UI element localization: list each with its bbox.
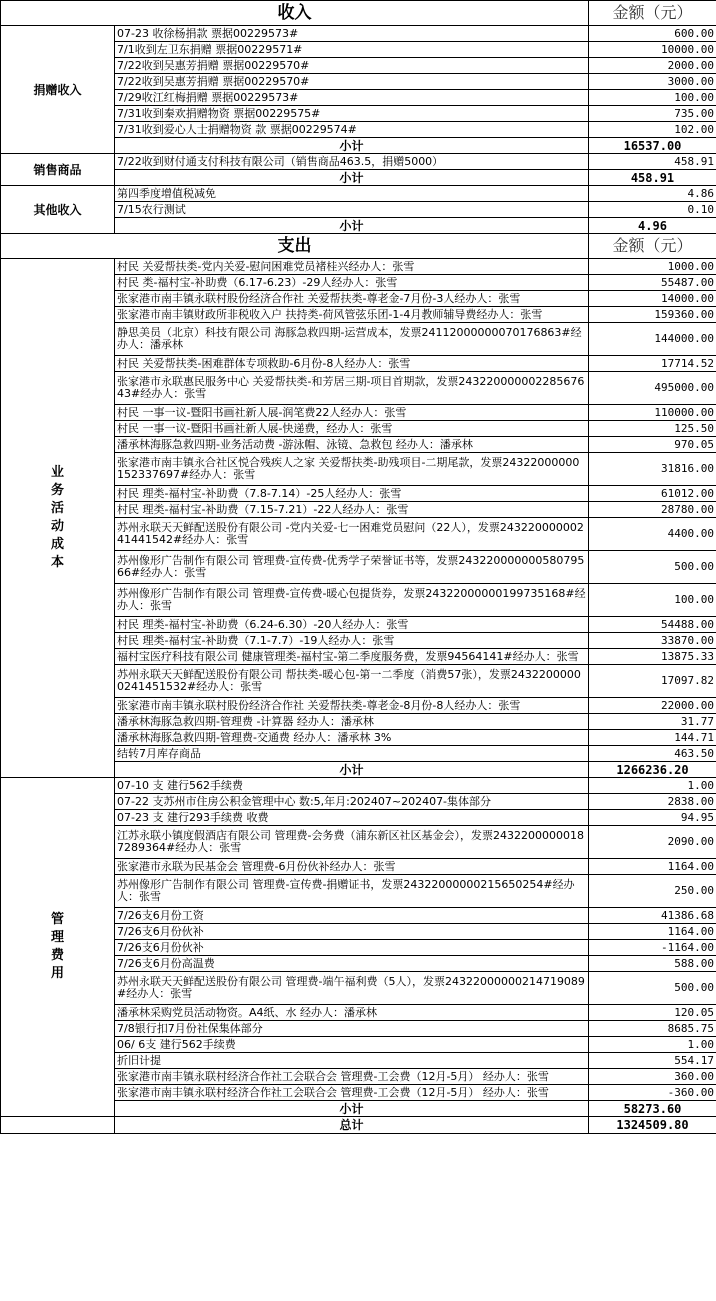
ledger-row [1, 186, 716, 202]
entry-description: 06/ 6支 建行562手续费 [115, 1037, 589, 1053]
entry-amount: 2000.00 [589, 58, 716, 74]
entry-description: 7/1收到左卫东捐赠 票据00229571# [115, 42, 589, 58]
entry-amount: 1.00 [589, 778, 716, 794]
entry-description: 村民 一事一议-暨阳书画社新人展-快递费，经办人：张雪 [115, 421, 589, 437]
entry-amount: 1000.00 [589, 259, 716, 275]
entry-description: 村民 类-福村宝-补助费（6.17-6.23）-29人经办人：张雪 [115, 275, 589, 291]
entry-description: 7/22收到吴惠芳捐赠 票据00229570# [115, 58, 589, 74]
subtotal-label: 小计 [115, 138, 589, 154]
entry-description: 7/31收到爱心人士捐赠物资 款 票据00229574# [115, 122, 589, 138]
entry-description: 张家港市南丰镇永联村股份经济合作社 关爱帮扶类-尊老金-8月份-8人经办人：张雪 [115, 698, 589, 714]
total-label: 总计 [115, 1117, 589, 1134]
entry-description: 第四季度增值税减免 [115, 186, 589, 202]
entry-amount: 14000.00 [589, 291, 716, 307]
category-text: 销售商品 [33, 162, 82, 177]
entry-amount: 4400.00 [589, 518, 716, 551]
total-row [1, 1117, 716, 1134]
entry-description: 福村宝医疗科技有限公司 健康管理类-福村宝-第二季度服务费，发票94564141#经办人：张雪 [115, 649, 589, 665]
amount-header: 金额（元） [589, 234, 716, 259]
entry-amount: 144000.00 [589, 323, 716, 356]
entry-amount: 94.95 [589, 810, 716, 826]
entry-description: 张家港市南丰镇永联村经济合作社工会联合会 管理费-工会费（12月-5月） 经办人：张雪 [115, 1085, 589, 1101]
entry-amount: 250.00 [589, 875, 716, 908]
entry-description: 村民 关爱帮扶类-党内关爱-慰问困难党员褚桂兴经办人：张雪 [115, 259, 589, 275]
entry-description: 苏州永联天天鲜配送股份有限公司 管理费-端午福利费（5人），发票24322000000214719089#经办人：张雪 [115, 972, 589, 1005]
entry-amount: 144.71 [589, 730, 716, 746]
entry-description: 7/22收到吴惠芳捐赠 票据00229570# [115, 74, 589, 90]
entry-description: 村民 理类-福村宝-补助费（7.1-7.7）-19人经办人：张雪 [115, 633, 589, 649]
subtotal-label: 小计 [115, 218, 589, 234]
entry-description: 07-10 支 建行562手续费 [115, 778, 589, 794]
entry-description: 潘承林采购党员活动物资。A4纸、水 经办人：潘承林 [115, 1005, 589, 1021]
entry-amount: 125.50 [589, 421, 716, 437]
entry-amount: 33870.00 [589, 633, 716, 649]
subtotal-label: 小计 [115, 762, 589, 778]
category-text: 业务活动成本 [50, 465, 64, 570]
entry-amount: 2838.00 [589, 794, 716, 810]
entry-amount: 3000.00 [589, 74, 716, 90]
entry-description: 张家港市南丰镇永联村股份经济合作社 关爱帮扶类-尊老金-7月份-3人经办人：张雪 [115, 291, 589, 307]
entry-description: 7/8银行扣7月份社保集体部分 [115, 1021, 589, 1037]
entry-description: 7/22收到财付通支付科技有限公司（销售商品463.5，捐赠5000） [115, 154, 589, 170]
entry-description: 苏州像形广告制作有限公司 管理费-宣传费-优秀学子荣誉证书等，发票24322000000058079566#经办人：张雪 [115, 551, 589, 584]
subtotal-amount: 58273.60 [589, 1101, 716, 1117]
entry-description: 张家港市南丰镇永联村经济合作社工会联合会 管理费-工会费（12月-5月） 经办人：张雪 [115, 1069, 589, 1085]
category-label [1, 154, 115, 186]
entry-description: 07-23 支 建行293手续费 收费 [115, 810, 589, 826]
category-text: 管理费用 [50, 912, 64, 981]
income-title: 收入 [1, 1, 589, 26]
entry-amount: 31816.00 [589, 453, 716, 486]
entry-description: 潘承林海豚急救四期-管理费 -计算器 经办人：潘承林 [115, 714, 589, 730]
entry-amount: 17714.52 [589, 356, 716, 372]
entry-amount: 31.77 [589, 714, 716, 730]
entry-description: 村民 理类-福村宝-补助费（6.24-6.30）-20人经办人：张雪 [115, 617, 589, 633]
entry-description: 苏州永联天天鲜配送股份有限公司 -党内关爱-七一困难党员慰问（22人），发票24322000000241441542#经办人：张雪 [115, 518, 589, 551]
entry-description: 折旧计提 [115, 1053, 589, 1069]
category-text: 其他收入 [33, 202, 82, 217]
entry-amount: 28780.00 [589, 502, 716, 518]
entry-description: 7/29收江红梅捐赠 票据00229573# [115, 90, 589, 106]
entry-amount: 17097.82 [589, 665, 716, 698]
entry-description: 张家港市永联为民基金会 管理费-6月份伙补经办人：张雪 [115, 859, 589, 875]
category-label [1, 26, 115, 154]
income-title-row [1, 1, 716, 26]
entry-description: 7/26支6月份伙补 [115, 940, 589, 956]
entry-description: 7/31收到秦欢捐赠物资 票据00229575# [115, 106, 589, 122]
total-amount: 1324509.80 [589, 1117, 716, 1134]
category-text: 捐赠收入 [33, 82, 82, 97]
entry-amount: 120.05 [589, 1005, 716, 1021]
ledger-row [1, 259, 716, 275]
entry-amount: 10000.00 [589, 42, 716, 58]
entry-description: 7/26支6月份高温费 [115, 956, 589, 972]
subtotal-amount: 16537.00 [589, 138, 716, 154]
entry-description: 村民 理类-福村宝-补助费（7.8-7.14）-25人经办人：张雪 [115, 486, 589, 502]
entry-amount: 600.00 [589, 26, 716, 42]
entry-amount: 495000.00 [589, 372, 716, 405]
entry-amount: 61012.00 [589, 486, 716, 502]
entry-amount: 554.17 [589, 1053, 716, 1069]
entry-description: 张家港市南丰镇财政所非税收入户 扶持类-荷风管弦乐团-1-4月教师辅导费经办人：张雪 [115, 307, 589, 323]
entry-description: 苏州像形广告制作有限公司 管理费-宣传费-暖心包提货券，发票24322000000199735168#经办人：张雪 [115, 584, 589, 617]
entry-description: 07-23 收徐杨捐款 票据00229573# [115, 26, 589, 42]
entry-amount: 22000.00 [589, 698, 716, 714]
entry-amount: 159360.00 [589, 307, 716, 323]
entry-description: 村民 一事一议-暨阳书画社新人展-润笔费22人经办人：张雪 [115, 405, 589, 421]
entry-description: 7/26支6月份伙补 [115, 924, 589, 940]
entry-amount: 463.50 [589, 746, 716, 762]
ledger-body [1, 1, 716, 1134]
entry-description: 村民 理类-福村宝-补助费（7.15-7.21）-22人经办人：张雪 [115, 502, 589, 518]
entry-description: 张家港市南丰镇永合社区悦合残疾人之家 关爱帮扶类-助残项目-二期尾款，发票24322000000152337697#经办人：张雪 [115, 453, 589, 486]
entry-amount: 1.00 [589, 1037, 716, 1053]
entry-description: 张家港市永联惠民服务中心 关爱帮扶类-和芳居三期-项目首期款，发票24322000000228567643#经办人：张雪 [115, 372, 589, 405]
category-label [1, 259, 115, 778]
subtotal-amount: 458.91 [589, 170, 716, 186]
entry-amount: 110000.00 [589, 405, 716, 421]
ledger-row [1, 778, 716, 794]
entry-amount: 41386.68 [589, 908, 716, 924]
total-spacer [1, 1117, 115, 1134]
entry-amount: 13875.33 [589, 649, 716, 665]
entry-amount: 4.86 [589, 186, 716, 202]
entry-description: 村民 关爱帮扶类-困难群体专项救助-6月份-8人经办人：张雪 [115, 356, 589, 372]
subtotal-label: 小计 [115, 1101, 589, 1117]
entry-amount: 0.10 [589, 202, 716, 218]
entry-amount: -1164.00 [589, 940, 716, 956]
entry-description: 苏州像形广告制作有限公司 管理费-宣传费-捐赠证书，发票24322000000215650254#经办人：张雪 [115, 875, 589, 908]
amount-header: 金额（元） [589, 1, 716, 26]
entry-amount: 55487.00 [589, 275, 716, 291]
entry-amount: 100.00 [589, 90, 716, 106]
entry-description: 潘承林海豚急救四期-管理费-交通费 经办人：潘承林 3% [115, 730, 589, 746]
entry-amount: 8685.75 [589, 1021, 716, 1037]
ledger-row [1, 154, 716, 170]
entry-amount: 1164.00 [589, 924, 716, 940]
entry-amount: 54488.00 [589, 617, 716, 633]
category-label [1, 186, 115, 234]
ledger-row [1, 26, 716, 42]
entry-description: 江苏永联小镇度假酒店有限公司 管理费-会务费（浦东新区社区基金会），发票24322000000187289364#经办人：张雪 [115, 826, 589, 859]
entry-amount: 735.00 [589, 106, 716, 122]
entry-amount: 2090.00 [589, 826, 716, 859]
entry-amount: 500.00 [589, 972, 716, 1005]
category-label [1, 778, 115, 1117]
entry-amount: 588.00 [589, 956, 716, 972]
expense-title: 支出 [1, 234, 589, 259]
entry-description: 7/15农行测试 [115, 202, 589, 218]
entry-amount: 1164.00 [589, 859, 716, 875]
entry-description: 07-22 支苏州市住房公积金管理中心 数:5,年月:202407~202407-集体部分 [115, 794, 589, 810]
entry-description: 7/26支6月份工资 [115, 908, 589, 924]
entry-amount: 100.00 [589, 584, 716, 617]
entry-description: 结转7月库存商品 [115, 746, 589, 762]
subtotal-label: 小计 [115, 170, 589, 186]
subtotal-amount: 1266236.20 [589, 762, 716, 778]
entry-amount: 360.00 [589, 1069, 716, 1085]
entry-description: 苏州永联天天鲜配送股份有限公司 帮扶类-暖心包-第一二季度（消费57张），发票24322000000241451532#经办人：张雪 [115, 665, 589, 698]
entry-amount: -360.00 [589, 1085, 716, 1101]
entry-amount: 102.00 [589, 122, 716, 138]
expense-title-row [1, 234, 716, 259]
entry-amount: 970.05 [589, 437, 716, 453]
subtotal-amount: 4.96 [589, 218, 716, 234]
entry-description: 潘承林海豚急救四期-业务活动费 -游泳帽、泳镜、急救包 经办人：潘承林 [115, 437, 589, 453]
entry-amount: 500.00 [589, 551, 716, 584]
entry-amount: 458.91 [589, 154, 716, 170]
entry-description: 静思美员（北京）科技有限公司 海豚急救四期-运营成本，发票24112000000070176863#经办人：潘承林 [115, 323, 589, 356]
